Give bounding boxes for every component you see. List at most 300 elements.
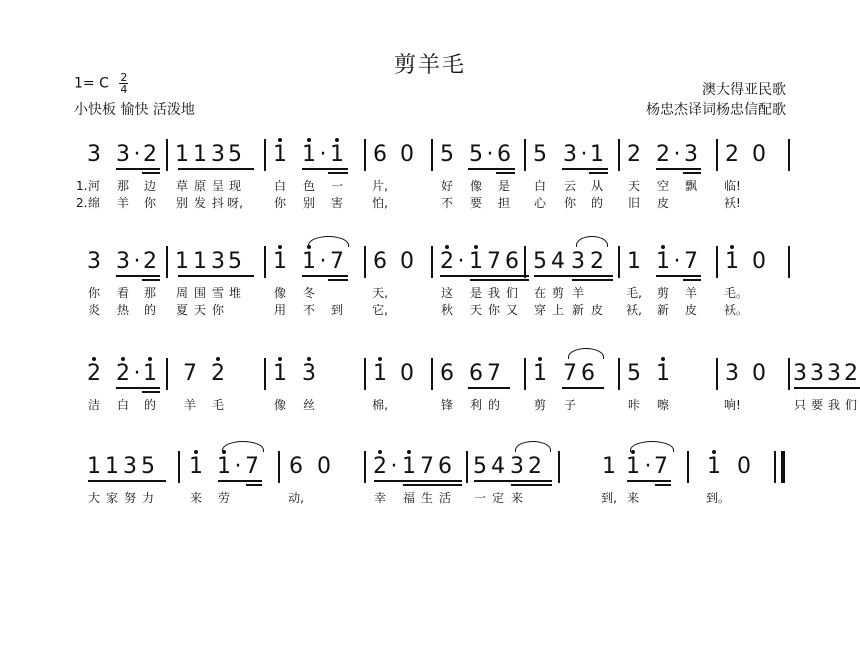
note: 6 — [505, 249, 519, 274]
barline — [524, 358, 526, 390]
note: 5 — [533, 249, 547, 274]
octave-dot — [445, 245, 449, 249]
augmentation-dot: · — [319, 142, 327, 167]
lyric-syllable: 只 — [793, 398, 806, 412]
lyric-syllable: 那 — [143, 286, 156, 300]
lyric-syllable: 羊 — [571, 286, 584, 300]
note: 1 — [302, 249, 316, 274]
underline-eighth — [627, 480, 671, 482]
lyric-syllable: 你 — [211, 303, 224, 317]
underline-sixteenth — [511, 484, 552, 486]
lyric-syllable: 羊 — [684, 286, 697, 300]
barline — [264, 139, 266, 171]
note: 2 — [143, 142, 157, 167]
lyric-syllable: 福 — [402, 491, 415, 505]
time-numerator: 2 — [120, 71, 128, 84]
note: 1 — [626, 454, 640, 479]
underline-eighth — [656, 275, 701, 277]
octave-dot — [216, 357, 220, 361]
lyric-syllable: 来 — [510, 491, 523, 505]
barline — [466, 451, 468, 483]
note: 5 — [228, 249, 242, 274]
lyric-syllable: 空 — [656, 179, 669, 193]
underline-eighth — [656, 168, 701, 170]
slur — [222, 441, 264, 452]
augmentation-dot: · — [319, 249, 327, 274]
octave-dot — [378, 357, 382, 361]
lyric-syllable: 羊 — [183, 398, 196, 412]
barline — [166, 246, 168, 278]
note: 0 — [400, 142, 414, 167]
note: 5 — [533, 142, 547, 167]
lyric-syllable: 锋 — [440, 398, 453, 412]
lyric-syllable: 好 — [440, 179, 453, 193]
barline — [166, 139, 168, 171]
note: 3 — [810, 361, 824, 386]
barline — [774, 451, 776, 483]
score-system — [76, 138, 788, 212]
lyric-syllable: 皮 — [684, 303, 697, 317]
note: 1 — [402, 454, 416, 479]
lyric-syllable: 毛。 — [724, 286, 749, 300]
underline-eighth — [302, 168, 348, 170]
augmentation-dot: · — [390, 454, 398, 479]
time-signature — [119, 72, 128, 95]
note: 7 — [330, 249, 344, 274]
lyric-syllable: 到 — [330, 303, 343, 317]
lyric-syllable: 天 — [469, 303, 482, 317]
barline — [264, 358, 266, 390]
note: 1 — [469, 249, 483, 274]
lyric-syllable: 冬 — [302, 286, 315, 300]
lyric-syllable: 皮 — [656, 196, 669, 210]
octave-dot — [712, 450, 716, 454]
time-denominator: 4 — [120, 83, 128, 96]
note: 5 — [627, 361, 641, 386]
score-system — [82, 357, 858, 414]
lyric-line — [82, 302, 788, 319]
note: 5 — [469, 142, 483, 167]
note: 7 — [563, 361, 577, 386]
barline — [788, 358, 790, 390]
lyric-syllable: 不 — [440, 196, 453, 210]
note: 0 — [752, 249, 766, 274]
verse-number: 2. — [76, 196, 88, 210]
lyric-syllable: 云 — [563, 179, 576, 193]
lyric-syllable: 新 — [571, 303, 584, 317]
augmentation-dot: · — [644, 454, 652, 479]
note: 1 — [217, 454, 231, 479]
lyric-syllable: 用 — [273, 303, 286, 317]
lyric-syllable: 大 — [87, 491, 100, 505]
barline — [431, 358, 433, 390]
octave-dot — [378, 450, 382, 454]
lyric-syllable: 天 — [627, 179, 640, 193]
barline — [364, 358, 366, 390]
slur — [576, 236, 608, 247]
lyric-syllable: 害 — [330, 196, 343, 210]
barline — [364, 139, 366, 171]
lyric-syllable: 天 — [193, 303, 206, 317]
barline — [364, 246, 366, 278]
key-signature — [74, 72, 128, 95]
note: 0 — [752, 361, 766, 386]
note: 1 — [656, 361, 670, 386]
underline-eighth — [218, 480, 262, 482]
lyric-syllable: 你 — [143, 196, 156, 210]
underline-sixteenth — [328, 279, 348, 281]
underline-sixteenth — [328, 172, 348, 174]
lyric-syllable: 生 — [420, 491, 433, 505]
octave-dot — [538, 357, 542, 361]
lyric-syllable: 白 — [273, 179, 286, 193]
underline-sixteenth — [683, 279, 701, 281]
underline-eighth — [562, 168, 608, 170]
underline-sixteenth — [142, 391, 160, 393]
lyric-syllable: 在 — [533, 286, 546, 300]
lyric-syllable: 抖 — [211, 196, 224, 210]
lyric-syllable: 秋 — [440, 303, 453, 317]
lyric-syllable: 担 — [497, 196, 510, 210]
lyric-syllable: 别 — [175, 196, 188, 210]
lyric-syllable: 不 — [302, 303, 315, 317]
note: 1 — [302, 142, 316, 167]
barline — [364, 451, 366, 483]
note: 1 — [627, 249, 641, 274]
barline — [687, 451, 689, 483]
lyric-syllable: 袄, — [626, 303, 642, 317]
lyric-syllable: 夏 — [175, 303, 188, 317]
lyric-syllable: 你 — [487, 303, 500, 317]
lyric-syllable: 雪 — [211, 286, 224, 300]
lyric-syllable: 你 — [563, 196, 576, 210]
underline-eighth — [178, 168, 254, 170]
octave-dot — [121, 357, 125, 361]
note: 1 — [707, 454, 721, 479]
note: 3 — [571, 249, 585, 274]
melody-row — [82, 450, 788, 490]
note: 3 — [116, 249, 130, 274]
note: 3 — [211, 249, 225, 274]
barline — [788, 139, 790, 171]
lyric-syllable: 周 — [175, 286, 188, 300]
octave-dot — [148, 357, 152, 361]
lyric-syllable: 毛, — [626, 286, 642, 300]
lyric-syllable: 堆 — [228, 286, 241, 300]
lyric-syllable: 炎 — [87, 303, 100, 317]
underline-eighth — [468, 387, 510, 389]
lyric-syllable: 心 — [533, 196, 546, 210]
lyric-syllable: 我 — [487, 286, 500, 300]
note: 6 — [438, 454, 452, 479]
underline-eighth — [794, 387, 860, 389]
underline-sixteenth — [683, 172, 701, 174]
underline-sixteenth — [496, 172, 515, 174]
lyric-syllable: 来 — [189, 491, 202, 505]
lyric-syllable: 活 — [438, 491, 451, 505]
note: 0 — [400, 361, 414, 386]
lyric-syllable: 河 — [87, 179, 100, 193]
note: 2 — [844, 361, 858, 386]
note: 3 — [510, 454, 524, 479]
note: 4 — [491, 454, 505, 479]
octave-dot — [474, 245, 478, 249]
note: 3 — [725, 361, 739, 386]
lyric-syllable: 那 — [116, 179, 129, 193]
note: 2 — [440, 249, 454, 274]
lyric-syllable: 穿 — [533, 303, 546, 317]
note: 1 — [330, 142, 344, 167]
lyric-syllable: 草 — [175, 179, 188, 193]
note: 1 — [175, 249, 189, 274]
underline-eighth — [534, 275, 613, 277]
lyric-syllable: 幸 — [373, 491, 386, 505]
lyric-syllable: 力 — [141, 491, 154, 505]
credit-origin: 澳大得亚民歌 — [702, 82, 786, 98]
lyric-syllable: 别 — [302, 196, 315, 210]
lyric-syllable: 边 — [143, 179, 156, 193]
note: 1 — [533, 361, 547, 386]
lyric-syllable: 从 — [590, 179, 603, 193]
barline — [524, 246, 526, 278]
lyric-syllable: 剪 — [656, 286, 669, 300]
octave-dot — [278, 138, 282, 142]
octave-dot — [194, 450, 198, 454]
lyric-syllable: 白 — [533, 179, 546, 193]
lyric-syllable: 到。 — [706, 491, 731, 505]
barline — [166, 358, 168, 390]
lyric-syllable: 怕, — [372, 196, 388, 210]
note: 2 — [211, 361, 225, 386]
lyric-syllable: 袄。 — [724, 303, 749, 317]
lyric-syllable: 们 — [505, 286, 518, 300]
lyric-syllable: 色 — [302, 179, 315, 193]
note: 7 — [487, 361, 501, 386]
augmentation-dot: · — [133, 249, 141, 274]
lyric-line — [76, 178, 788, 195]
lyric-syllable: 剪 — [533, 398, 546, 412]
note: 1 — [656, 249, 670, 274]
song-title: 剪羊毛 — [393, 53, 466, 78]
barline — [716, 358, 718, 390]
underline-sixteenth — [655, 484, 671, 486]
note: 1 — [273, 249, 287, 274]
lyric-syllable: 片, — [372, 179, 388, 193]
lyric-syllable: 的 — [143, 303, 156, 317]
lyric-line — [76, 195, 788, 212]
note: 6 — [440, 361, 454, 386]
lyric-syllable: 你 — [87, 286, 100, 300]
lyric-line — [82, 285, 788, 302]
note: 1 — [105, 454, 119, 479]
barline — [788, 246, 790, 278]
note: 5 — [228, 142, 242, 167]
note: 2 — [528, 454, 542, 479]
note: 1 — [373, 361, 387, 386]
lyric-syllable: 要 — [469, 196, 482, 210]
note: 1 — [273, 361, 287, 386]
note: 2 — [143, 249, 157, 274]
lyric-syllable: 天, — [372, 286, 388, 300]
note: 3 — [827, 361, 841, 386]
lyric-syllable: 新 — [656, 303, 669, 317]
note: 7 — [654, 454, 668, 479]
note: 6 — [469, 361, 483, 386]
barline — [716, 139, 718, 171]
augmentation-dot: · — [133, 361, 141, 386]
note: 2 — [627, 142, 641, 167]
note: 7 — [487, 249, 501, 274]
lyric-syllable: 皮 — [590, 303, 603, 317]
note: 2 — [590, 249, 604, 274]
lyric-syllable: 毛 — [211, 398, 224, 412]
credit-arrangers: 杨忠杰译词杨忠信配歌 — [646, 102, 786, 118]
underline-sixteenth — [589, 172, 608, 174]
lyric-syllable: 围 — [193, 286, 206, 300]
note: 3 — [684, 142, 698, 167]
note: 1 — [143, 361, 157, 386]
barline — [178, 451, 180, 483]
note: 0 — [737, 454, 751, 479]
lyric-syllable: 又 — [505, 303, 518, 317]
underline-eighth — [116, 275, 160, 277]
lyric-syllable: 像 — [273, 286, 286, 300]
note: 6 — [497, 142, 511, 167]
augmentation-dot: · — [457, 249, 465, 274]
note: 5 — [473, 454, 487, 479]
note: 1 — [175, 142, 189, 167]
lyric-syllable: 像 — [273, 398, 286, 412]
underline-sixteenth — [572, 279, 613, 281]
underline-sixteenth — [142, 172, 160, 174]
lyric-syllable: 咔 — [627, 398, 640, 412]
underline-eighth — [302, 275, 348, 277]
lyric-syllable: 剪 — [551, 286, 564, 300]
lyric-syllable: 的 — [143, 398, 156, 412]
octave-dot — [92, 357, 96, 361]
lyric-syllable: 是 — [497, 179, 510, 193]
lyric-syllable: 来 — [626, 491, 639, 505]
lyric-syllable: 它, — [372, 303, 388, 317]
barline — [524, 139, 526, 171]
lyric-syllable: 袄! — [724, 196, 741, 210]
underline-sixteenth — [403, 484, 462, 486]
underline-eighth — [440, 275, 529, 277]
underline-eighth — [116, 387, 160, 389]
lyric-syllable: 飘 — [684, 179, 697, 193]
note: 3 — [563, 142, 577, 167]
lyric-line — [82, 490, 788, 507]
note: 3 — [116, 142, 130, 167]
lyric-syllable: 子 — [563, 398, 576, 412]
lyric-syllable: 呀, — [227, 196, 243, 210]
octave-dot — [307, 357, 311, 361]
note: 2 — [725, 142, 739, 167]
underline-sixteenth — [142, 279, 160, 281]
note: 2 — [116, 361, 130, 386]
key-label: 1= C — [74, 75, 109, 92]
lyric-syllable: 家 — [105, 491, 118, 505]
note: 1 — [725, 249, 739, 274]
augmentation-dot: · — [486, 142, 494, 167]
note: 6 — [373, 142, 387, 167]
slur — [308, 236, 349, 247]
lyric-syllable: 劳 — [217, 491, 230, 505]
underline-eighth — [374, 480, 462, 482]
final-barline — [781, 451, 785, 483]
underline-eighth — [562, 387, 604, 389]
note: 7 — [420, 454, 434, 479]
note: 3 — [87, 249, 101, 274]
lyric-syllable: 利 — [469, 398, 482, 412]
lyric-syllable: 原 — [193, 179, 206, 193]
lyric-syllable: 定 — [491, 491, 504, 505]
barline — [264, 246, 266, 278]
note: 3 — [211, 142, 225, 167]
note: 4 — [551, 249, 565, 274]
note: 6 — [289, 454, 303, 479]
octave-dot — [278, 357, 282, 361]
lyric-syllable: 的 — [487, 398, 500, 412]
note: 1 — [189, 454, 203, 479]
lyric-line — [82, 397, 857, 414]
slur — [515, 441, 551, 452]
lyric-syllable: 的 — [590, 196, 603, 210]
octave-dot — [407, 450, 411, 454]
lyric-syllable: 看 — [116, 286, 129, 300]
note: 2 — [656, 142, 670, 167]
note: 6 — [373, 249, 387, 274]
lyric-syllable: 洁 — [87, 398, 100, 412]
augmentation-dot: · — [673, 142, 681, 167]
note: 1 — [602, 454, 616, 479]
note: 7 — [183, 361, 197, 386]
augmentation-dot: · — [133, 142, 141, 167]
underline-eighth — [116, 168, 160, 170]
lyric-syllable: 丝 — [302, 398, 315, 412]
lyric-syllable: 要 — [810, 398, 823, 412]
lyric-syllable: 呈 — [211, 179, 224, 193]
lyric-syllable: 旧 — [627, 196, 640, 210]
lyric-syllable: 我 — [827, 398, 840, 412]
lyric-syllable: 努 — [123, 491, 136, 505]
lyric-syllable: 像 — [469, 179, 482, 193]
underline-eighth — [468, 168, 515, 170]
note: 1 — [87, 454, 101, 479]
tempo-marking: 小快板 愉快 活泼地 — [74, 102, 195, 118]
slur — [630, 441, 674, 452]
melody-row — [82, 245, 788, 285]
lyric-syllable: 发 — [193, 196, 206, 210]
lyric-syllable: 们 — [844, 398, 857, 412]
lyric-syllable: 现 — [228, 179, 241, 193]
octave-dot — [661, 245, 665, 249]
note: 3 — [302, 361, 316, 386]
underline-sixteenth — [470, 279, 529, 281]
note: 1 — [193, 142, 207, 167]
melody-row — [82, 357, 858, 397]
score-system — [82, 450, 788, 507]
lyric-syllable: 是 — [469, 286, 482, 300]
lyric-syllable: 临! — [724, 179, 741, 193]
lyric-syllable: 棉, — [372, 398, 388, 412]
note: 3 — [793, 361, 807, 386]
octave-dot — [278, 245, 282, 249]
lyric-syllable: 响! — [724, 398, 741, 412]
underline-sixteenth — [246, 484, 262, 486]
note: 3 — [123, 454, 137, 479]
lyric-syllable: 你 — [273, 196, 286, 210]
